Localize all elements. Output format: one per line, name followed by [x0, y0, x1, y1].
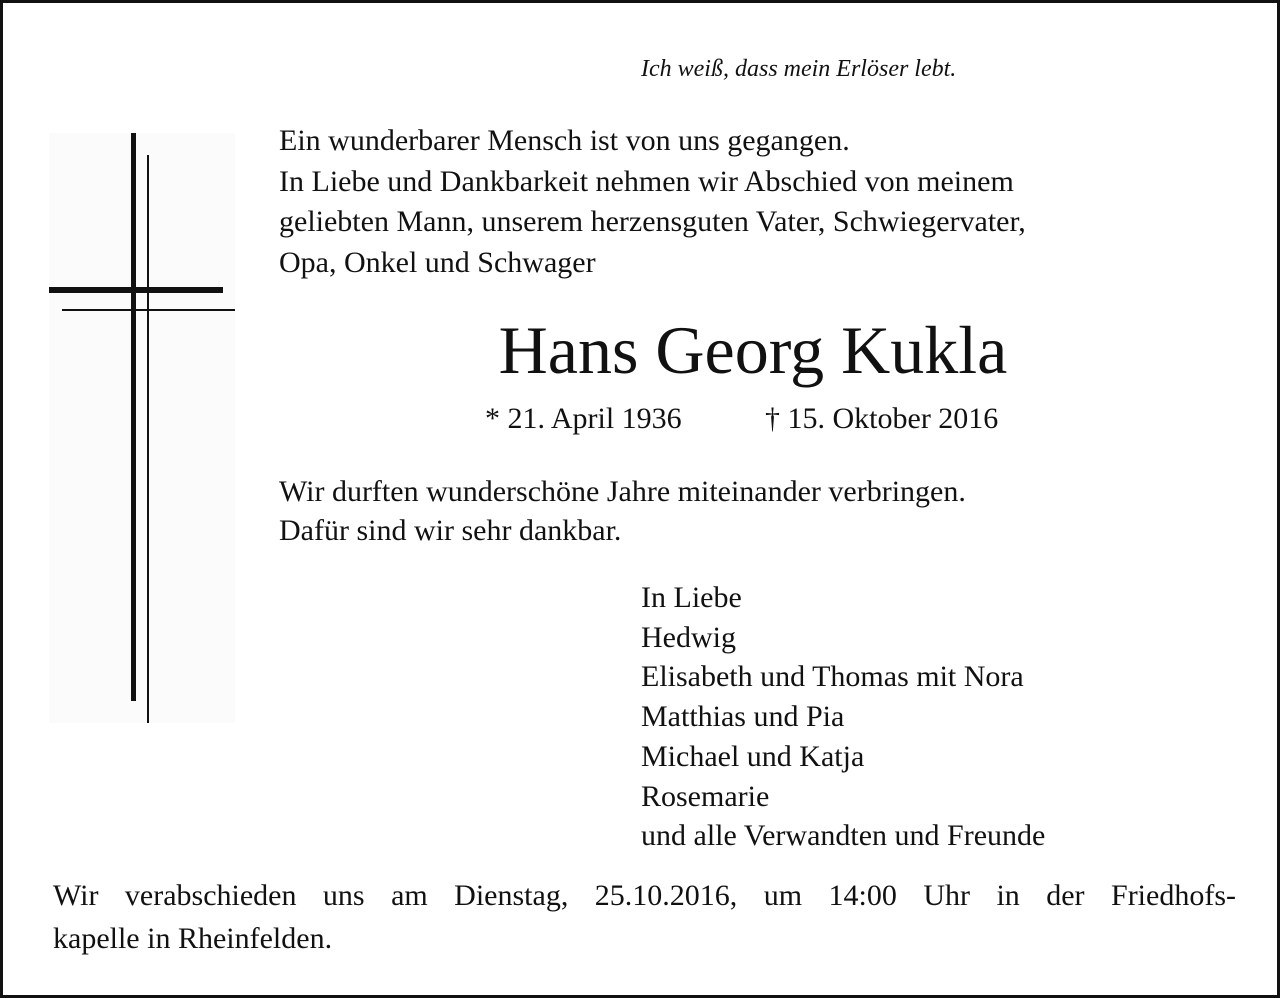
birth-date: * 21. April 1936: [485, 402, 682, 435]
mourners-line: Rosemarie: [641, 779, 770, 813]
cross-icon: [49, 133, 235, 723]
mourners-line: Michael und Katja: [641, 739, 865, 773]
mourners-line: Matthias und Pia: [641, 700, 845, 734]
funeral-line: kapelle in Rheinfelden.: [53, 922, 333, 955]
mourners-line: Hedwig: [641, 620, 736, 654]
mourners-list: [641, 578, 1045, 856]
intro-line: In Liebe und Dankbarkeit nehmen wir Abschied von meinem: [279, 164, 1014, 198]
cross-vertical-thin-bar: [147, 155, 149, 723]
bible-verse: Ich weiß, dass mein Erlöser lebt.: [641, 56, 957, 82]
cross-vertical-bar: [131, 133, 136, 701]
funeral-announcement: [53, 874, 1236, 960]
funeral-line: Wir verabschieden uns am Dienstag, 25.10.2016, um 14:00 Uhr in der Friedhofs-: [53, 879, 1236, 912]
mourners-line: und alle Verwandten und Freunde: [641, 819, 1046, 853]
cross-horizontal-bar: [49, 287, 223, 293]
intro-line: Opa, Onkel und Schwager: [279, 245, 596, 279]
closing-line: Dafür sind wir sehr dankbar.: [279, 514, 622, 547]
death-date: † 15. Oktober 2016: [765, 402, 999, 435]
deceased-name: Hans Georg Kukla: [498, 312, 1008, 388]
intro-line: geliebten Mann, unserem herzensguten Vater, Schwiegervater,: [279, 205, 1026, 238]
closing-line: Wir durften wunderschöne Jahre miteinander verbringen.: [279, 475, 966, 508]
intro-line: Ein wunderbarer Mensch ist von uns gegangen.: [279, 124, 850, 157]
closing-text: [279, 472, 966, 550]
mourners-line: In Liebe: [641, 581, 742, 614]
mourners-line: Elisabeth und Thomas mit Nora: [641, 660, 1024, 694]
intro-text: [279, 121, 1026, 283]
